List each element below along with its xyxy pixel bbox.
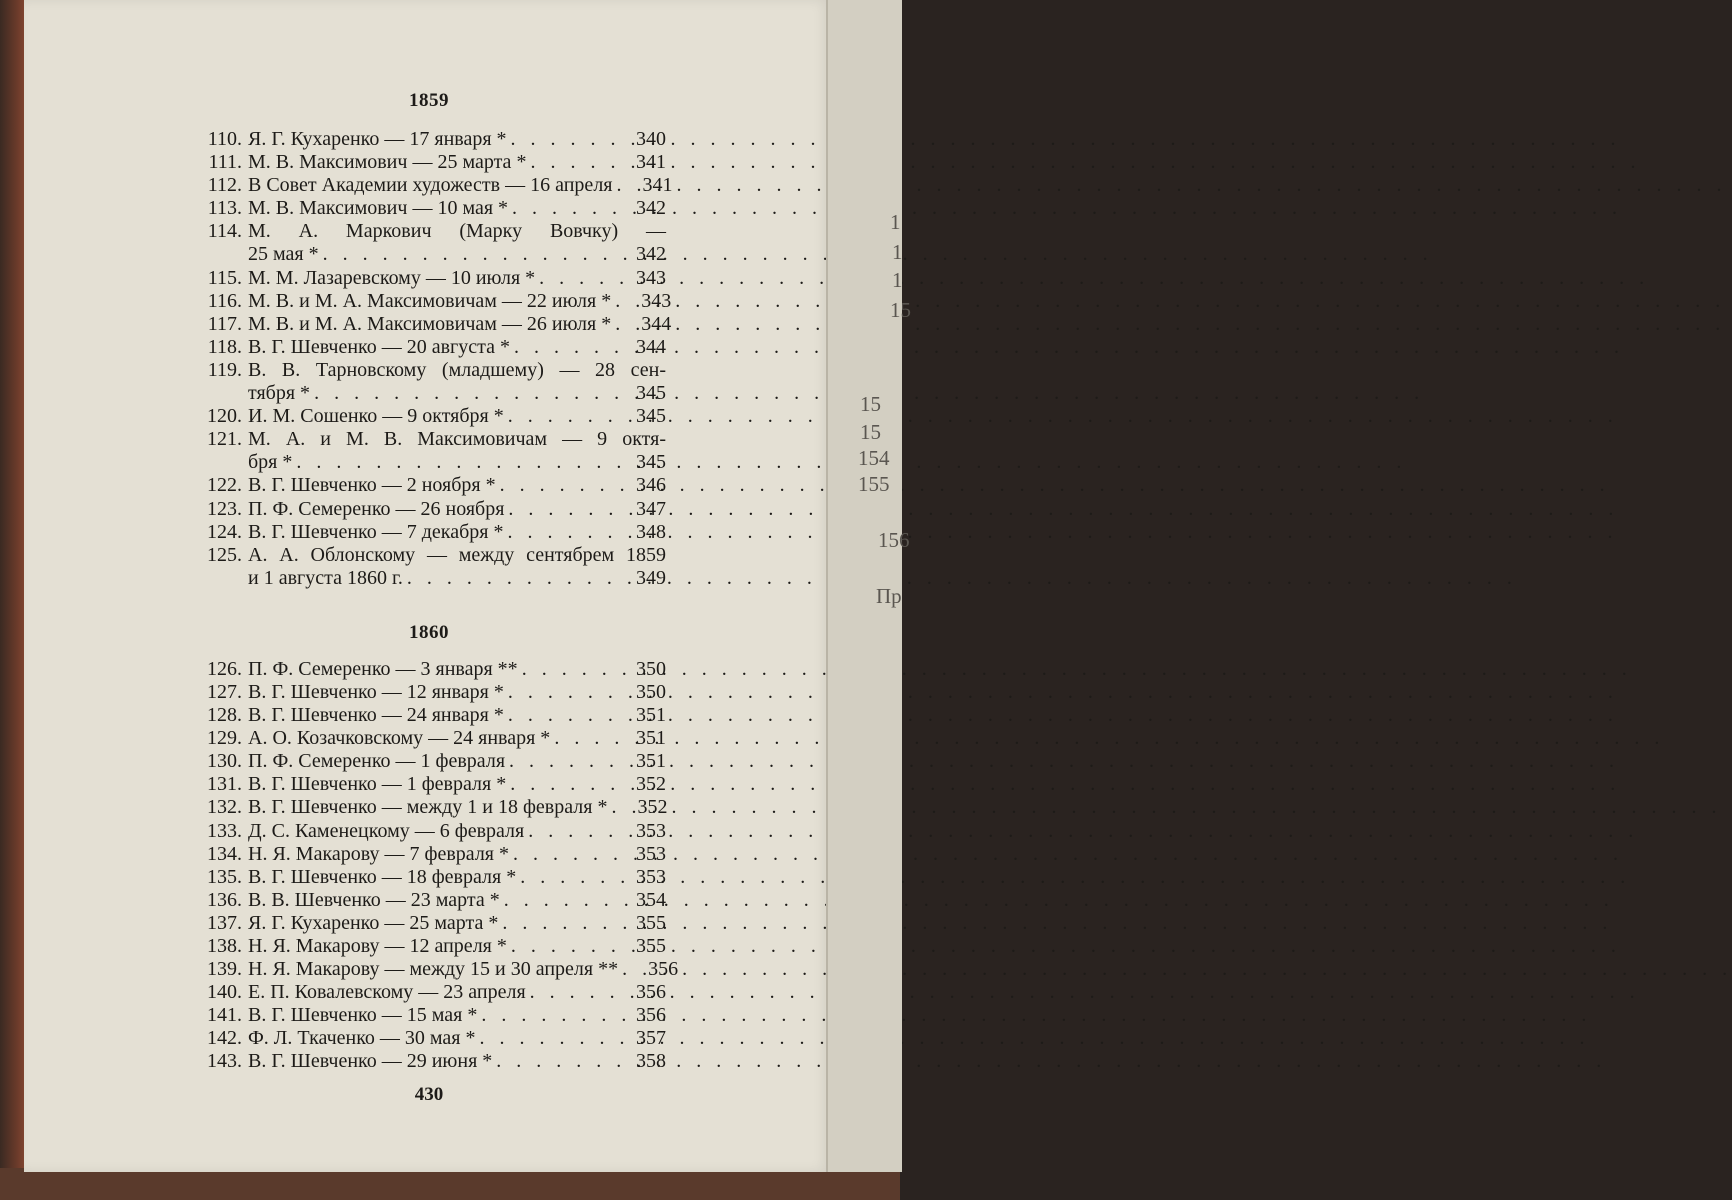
entry-number: 121. — [207, 428, 242, 451]
dot-leader — [508, 704, 622, 727]
entry-line — [248, 128, 666, 151]
adjacent-page-fragment: 155 — [858, 472, 890, 496]
entry-title: М. В. и М. А. Максимовичам — 22 июля * — [248, 289, 612, 312]
letters-list-1859 — [192, 128, 673, 590]
entry-title: П. Ф. Семеренко — 3 января ** — [248, 657, 518, 680]
dot-leader — [617, 174, 629, 197]
toc-entry — [192, 658, 666, 681]
letters-list-1860 — [192, 657, 679, 1074]
entry-line — [248, 889, 666, 912]
entry-page-number: 352 — [637, 796, 668, 819]
entry-body — [248, 889, 666, 912]
entry-line — [248, 220, 666, 243]
adjacent-page-fragment: 156 — [878, 528, 910, 552]
entry-line — [248, 681, 666, 704]
entry-line — [248, 359, 666, 382]
entry-title: И. М. Сошенко — 9 октября * — [248, 405, 504, 428]
entry-number: 114. — [207, 220, 242, 243]
entry-body — [248, 727, 666, 750]
entry-line — [248, 197, 666, 220]
dot-leader — [522, 658, 622, 681]
adjacent-page-fragment: 1 — [892, 268, 903, 292]
entry-title: и 1 августа 1860 г. — [248, 566, 403, 589]
entry-page-number: 353 — [636, 819, 666, 842]
entry-page-number: 344 — [641, 312, 672, 335]
entry-page-number: 345 — [636, 382, 666, 405]
entry-page-number: 347 — [636, 497, 666, 520]
entry-number: 140. — [207, 981, 242, 1004]
entry-title: В. Г. Шевченко — 1 февраля * — [248, 773, 507, 796]
dot-leader — [615, 313, 627, 336]
entry-body — [248, 498, 666, 521]
entry-number: 131. — [207, 773, 242, 796]
entry-body — [248, 1050, 666, 1073]
entry-title: В. Г. Шевченко — 2 ноября * — [248, 474, 496, 497]
entry-page-number: 350 — [636, 680, 666, 703]
entry-body — [248, 544, 666, 590]
entry-number: 142. — [207, 1027, 242, 1050]
entry-line — [248, 958, 679, 981]
entry-body — [248, 958, 679, 981]
entry-line — [248, 1027, 666, 1050]
entry-body — [248, 312, 672, 336]
dot-leader — [512, 197, 622, 220]
entry-line — [248, 474, 666, 497]
dot-leader — [539, 267, 622, 290]
entry-title: В. В. Шевченко — 23 марта * — [248, 888, 500, 911]
entry-title: 25 мая * — [248, 243, 319, 266]
entry-number: 139. — [207, 958, 242, 981]
dot-leader — [480, 1027, 622, 1050]
entry-title: В. Г. Шевченко — 7 декабря * — [248, 520, 504, 543]
entry-number: 135. — [207, 865, 242, 888]
entry-title: М. А. и М. В. Максимовичам — 9 октя- — [248, 428, 666, 451]
entry-page-number: 342 — [636, 197, 666, 220]
entry-number: 113. — [207, 197, 242, 220]
entry-title: В Совет Академии художеств — 16 апреля — [248, 174, 613, 197]
entry-line — [248, 243, 666, 266]
dot-leader — [528, 820, 622, 843]
entry-line — [248, 567, 666, 590]
entry-line — [248, 544, 666, 567]
entry-number: 134. — [207, 842, 242, 865]
adjacent-page-fragment: 15 — [860, 392, 881, 416]
entry-page-number: 345 — [636, 405, 666, 428]
entry-number: 117. — [207, 312, 242, 335]
entry-title: А. А. Облонскому — между сентябрем 1859 — [248, 543, 666, 566]
entry-page-number: 357 — [636, 1027, 666, 1050]
toc-entry — [192, 405, 666, 428]
dot-leader — [615, 290, 627, 313]
toc-entry — [192, 267, 666, 290]
entry-title: М. М. Лазаревскому — 10 июля * — [248, 266, 536, 289]
entry-title: Д. С. Каменецкому — 6 февраля — [248, 819, 525, 842]
entry-body — [248, 773, 666, 796]
entry-body — [248, 267, 666, 290]
dot-leader — [520, 866, 622, 889]
toc-entry — [192, 866, 666, 889]
adjacent-page-fragment: Пр — [876, 584, 902, 608]
entry-line — [248, 820, 666, 843]
adjacent-page-edge — [826, 0, 911, 1172]
entry-title: М. В. и М. А. Максимовичам — 26 июля * — [248, 312, 612, 335]
toc-entry — [192, 889, 666, 912]
dot-leader — [511, 935, 622, 958]
entry-page-number: 353 — [636, 842, 666, 865]
table-edge — [0, 1168, 900, 1200]
dot-leader — [500, 474, 622, 497]
toc-entry — [192, 151, 666, 174]
entry-number: 133. — [207, 819, 242, 842]
entry-number: 141. — [207, 1004, 242, 1027]
toc-entry — [192, 428, 666, 474]
toc-entry — [192, 220, 666, 266]
entry-line — [248, 174, 673, 197]
entry-title: П. Ф. Семеренко — 26 ноября — [248, 497, 505, 520]
entry-title: М. В. Максимович — 10 мая * — [248, 197, 509, 220]
dot-leader — [508, 681, 622, 704]
book-page — [24, 0, 830, 1172]
toc-entry — [192, 336, 666, 359]
dot-leader — [611, 796, 623, 819]
entry-line — [248, 521, 666, 544]
entry-line — [248, 658, 666, 681]
entry-page-number: 346 — [636, 474, 666, 497]
entry-line — [248, 428, 666, 451]
entry-line — [248, 336, 666, 359]
page-number: 430 — [414, 1083, 444, 1105]
entry-page-number: 356 — [636, 981, 666, 1004]
entry-body — [248, 151, 666, 174]
entry-page-number: 355 — [636, 935, 666, 957]
entry-title: Е. П. Ковалевскому — 23 апреля — [248, 981, 526, 1004]
entry-number: 115. — [207, 266, 242, 289]
entry-line — [248, 498, 666, 521]
toc-entry — [192, 773, 666, 796]
toc-entry — [192, 498, 666, 521]
toc-entry — [192, 521, 666, 544]
entry-body — [248, 935, 666, 958]
entry-title: М. В. Максимович — 25 марта * — [248, 151, 527, 174]
entry-number: 120. — [207, 405, 242, 428]
adjacent-page-fragment: 15 — [890, 298, 911, 322]
entry-number: 136. — [207, 888, 242, 911]
entry-page-number: 341 — [642, 174, 673, 197]
entry-page-number: 344 — [636, 335, 666, 358]
dot-leader — [323, 243, 622, 266]
entry-page-number: 343 — [641, 289, 672, 312]
toc-entry — [192, 981, 666, 1004]
toc-entry — [192, 197, 666, 220]
dot-leader — [514, 336, 622, 359]
entry-body — [248, 474, 666, 497]
dot-leader — [511, 128, 622, 151]
dot-leader — [508, 498, 622, 521]
dot-leader — [509, 750, 622, 773]
dot-leader — [622, 958, 634, 981]
entry-line — [248, 1004, 666, 1027]
entry-title: А. О. Козачковскому — 24 января * — [248, 727, 551, 750]
entry-body — [248, 521, 666, 544]
adjacent-page-fragment: 154 — [858, 446, 890, 470]
entry-line — [248, 289, 672, 313]
entry-body — [248, 174, 673, 197]
entry-body — [248, 405, 666, 428]
entry-page-number: 358 — [636, 1050, 666, 1073]
entry-title: В. Г. Шевченко — 29 июня * — [248, 1050, 493, 1073]
entry-body — [248, 796, 666, 819]
entry-line — [248, 382, 666, 405]
entry-number: 143. — [207, 1050, 242, 1073]
entry-line — [248, 796, 666, 819]
entry-title: В. В. Тарновскому (младшему) — 28 сен- — [248, 358, 666, 381]
toc-entry — [192, 1004, 666, 1027]
toc-entry — [192, 474, 666, 497]
entry-page-number: 349 — [636, 566, 666, 589]
toc-entry — [192, 912, 666, 935]
entry-line — [248, 267, 666, 290]
entry-number: 138. — [207, 935, 242, 957]
dot-leader — [481, 1004, 622, 1027]
dot-leader — [508, 405, 622, 428]
entry-title: Н. Я. Макарову — 12 апреля * — [248, 935, 507, 957]
entry-body — [248, 428, 666, 474]
toc-entry — [192, 843, 666, 866]
entry-body — [248, 912, 666, 935]
toc-entry — [192, 544, 666, 590]
entry-title: М. А. Маркович (Марку Вовчку) — — [248, 220, 666, 243]
entry-number: 128. — [207, 704, 242, 727]
toc-entry — [192, 128, 666, 151]
toc-entry — [192, 1050, 666, 1073]
entry-number: 129. — [207, 727, 242, 750]
entry-number: 119. — [207, 358, 242, 381]
entry-title: П. Ф. Семеренко — 1 февраля — [248, 750, 506, 773]
entry-body — [248, 820, 666, 843]
toc-entry — [192, 727, 666, 750]
entry-page-number: 348 — [636, 520, 666, 543]
entry-line — [248, 981, 666, 1004]
dot-leader — [507, 521, 622, 544]
entry-page-number: 345 — [636, 451, 666, 474]
entry-page-number: 355 — [636, 911, 666, 934]
entry-title: Я. Г. Кухаренко — 17 января * — [248, 128, 507, 150]
entry-body — [248, 1004, 666, 1027]
entry-line — [248, 773, 666, 796]
entry-title: В. Г. Шевченко — 24 января * — [248, 704, 504, 727]
dot-leader — [513, 843, 622, 866]
toc-entry — [192, 796, 666, 819]
entry-title: тября * — [248, 382, 311, 405]
entry-number: 125. — [207, 543, 242, 566]
toc-entry — [192, 359, 666, 405]
entry-page-number: 356 — [648, 958, 679, 981]
toc-entry — [192, 820, 666, 843]
entry-number: 111. — [208, 151, 242, 174]
entry-line — [248, 312, 672, 336]
entry-line — [248, 451, 666, 474]
toc-entry — [192, 174, 673, 197]
dot-leader — [314, 382, 622, 405]
toc-entry — [192, 750, 666, 773]
dot-leader — [530, 151, 622, 174]
dot-leader — [502, 912, 622, 935]
entry-body — [248, 289, 672, 313]
entry-page-number: 352 — [636, 773, 666, 796]
adjacent-page-fragment: 1 — [892, 240, 903, 264]
entry-line — [248, 151, 666, 174]
dot-leader — [510, 773, 622, 796]
entry-title: В. Г. Шевченко — 20 августа * — [248, 335, 510, 358]
entry-title: В. Г. Шевченко — между 1 и 18 февраля * — [248, 796, 608, 819]
table-of-contents — [192, 88, 679, 1106]
dot-leader — [530, 981, 622, 1004]
entry-page-number: 353 — [636, 865, 666, 888]
entry-title: В. Г. Шевченко — 15 мая * — [248, 1004, 478, 1027]
entry-title: Н. Я. Макарову — 7 февраля * — [248, 842, 510, 865]
entry-body — [248, 128, 666, 151]
toc-entry — [192, 681, 666, 704]
dot-leader — [407, 567, 622, 590]
entry-body — [248, 359, 666, 405]
toc-entry — [192, 289, 672, 313]
entry-body — [248, 220, 666, 266]
entry-body — [248, 1027, 666, 1050]
entry-number: 126. — [207, 657, 242, 680]
entry-page-number: 342 — [636, 243, 666, 266]
entry-page-number: 341 — [636, 151, 666, 174]
entry-number: 124. — [207, 520, 242, 543]
entry-page-number: 351 — [636, 704, 666, 727]
entry-page-number: 343 — [636, 266, 666, 289]
dot-leader — [504, 889, 622, 912]
entry-line — [248, 866, 666, 889]
toc-entry — [192, 312, 672, 336]
entry-body — [248, 336, 666, 359]
entry-line — [248, 750, 666, 773]
entry-title: Н. Я. Макарову — между 15 и 30 апреля ** — [248, 958, 619, 981]
entry-line — [248, 912, 666, 935]
entry-title: Ф. Л. Ткаченко — 30 мая * — [248, 1027, 476, 1050]
entry-number: 123. — [207, 497, 242, 520]
entry-body — [248, 981, 666, 1004]
entry-number: 130. — [207, 750, 242, 773]
entry-title: В. Г. Шевченко — 12 января * — [248, 680, 504, 703]
entry-body — [248, 658, 666, 681]
entry-body — [248, 704, 666, 727]
entry-number: 122. — [207, 474, 242, 497]
dot-leader — [296, 451, 622, 474]
year-heading-1860: 1860 — [409, 621, 449, 643]
entry-title: В. Г. Шевченко — 18 февраля * — [248, 865, 517, 888]
entry-page-number: 350 — [636, 657, 666, 680]
toc-entry — [192, 958, 679, 981]
adjacent-page-fragment: 15 — [860, 420, 881, 444]
toc-entry — [192, 935, 666, 958]
entry-line — [248, 843, 666, 866]
toc-entry — [192, 1027, 666, 1050]
toc-entry — [192, 704, 666, 727]
entry-page-number: 340 — [636, 128, 666, 150]
entry-body — [248, 866, 666, 889]
entry-title: бря * — [248, 451, 293, 474]
entry-number: 137. — [207, 911, 242, 934]
dot-leader — [496, 1050, 622, 1073]
entry-line — [248, 727, 666, 750]
entry-body — [248, 197, 666, 220]
entry-body — [248, 843, 666, 866]
year-heading-1859: 1859 — [409, 90, 449, 111]
dot-leader — [554, 727, 622, 750]
entry-page-number: 351 — [636, 750, 666, 773]
entry-body — [248, 681, 666, 704]
entry-number: 110. — [207, 128, 242, 150]
entry-number: 132. — [207, 796, 242, 819]
entry-line — [248, 405, 666, 428]
entry-number: 118. — [207, 335, 242, 358]
entry-page-number: 354 — [636, 888, 666, 911]
entry-number: 116. — [207, 289, 242, 312]
entry-title: Я. Г. Кухаренко — 25 марта * — [248, 911, 499, 934]
adjacent-page-fragment: 1 — [890, 210, 901, 234]
entry-line — [248, 1050, 666, 1073]
entry-number: 112. — [207, 174, 242, 197]
entry-number: 127. — [207, 680, 242, 703]
entry-body — [248, 750, 666, 773]
entry-page-number: 356 — [636, 1004, 666, 1027]
entry-page-number: 351 — [636, 727, 666, 750]
entry-line — [248, 935, 666, 958]
entry-line — [248, 704, 666, 727]
